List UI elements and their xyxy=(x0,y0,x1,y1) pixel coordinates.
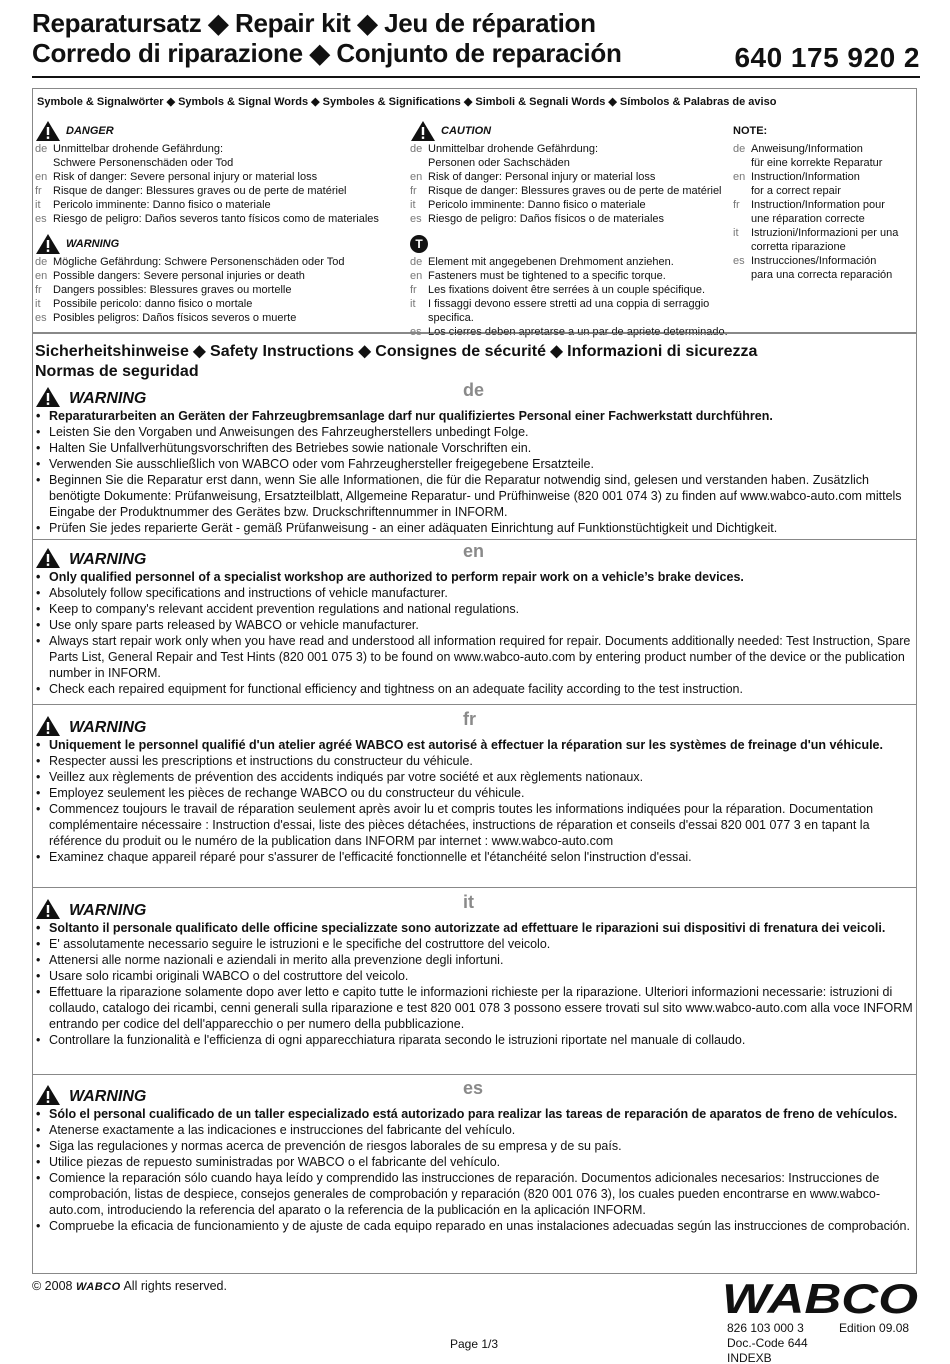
note-en-cont: for a correct repair xyxy=(751,185,841,197)
warning-label: WARNING xyxy=(69,1088,147,1105)
list-item: • Effettuare la riparazione solamente dopo aver letto e capito tutte le informazioni richieste per la riparazione. Ulteriori informazioni necessarie: istruzioni di collaudo, catalogo dei ricambi, cenni generali sulla riparazione e test 820 001 078 3 possono essere trovati sul sito www.wabco-auto.com alla voce INFORM entrando per codice del dell'apparecchio o per numero della pubblicazione. xyxy=(36,984,916,1032)
lang-code: fr xyxy=(410,185,417,197)
list-item: • Beginnen Sie die Reparatur erst dann, wenn Sie alle Informationen, die für die Reparatur notwendig sind, gelesen und verstanden haben. Zusätzlich benötigte Dokumente: Prüfanweisung, Ersatzteilblatt, Allgemeine Reparatur- und Prüfhinweise (820 001 074 3) zu finden auf www.wabco-auto.com mittels Eingabe der Produktnummer des Gerätes bzw. Druckschriftennummer in INFORM. xyxy=(36,472,916,520)
title-line-1: Reparatursatz ◆ Repair kit ◆ Jeu de réparation xyxy=(32,8,596,38)
list-item: • Keep to company's relevant accident prevention regulations and national regulations. xyxy=(36,601,916,617)
symbols-column-caution-torque xyxy=(410,121,728,339)
warning-label: WARNING xyxy=(66,238,120,250)
list-item: • Verwenden Sie ausschließlich von WABCO oder vom Fahrzeughersteller freigegebene Ersatzteile. xyxy=(36,456,916,472)
lang-code: en xyxy=(35,171,48,183)
lang-code: fr xyxy=(35,185,42,197)
copyright-prefix: © 2008 xyxy=(32,1279,73,1293)
lang-code: de xyxy=(733,143,746,155)
warning-label: WARNING xyxy=(69,902,147,919)
list-item: • Soltanto il personale qualificato delle officine specializzate sono autorizzate ad effettuare le riparazioni sui dispositivi di frenatura dei veicoli. xyxy=(36,920,916,936)
torque-de: Element mit angegebenen Drehmoment anziehen. xyxy=(428,256,674,268)
list-item: • Absolutely follow specifications and instructions of vehicle manufacturer. xyxy=(36,585,916,601)
list-item: • Controllare la funzionalità e l'efficienza di ogni apparecchiatura riparata secondo le istruzioni riportate nel manuale di collaudo. xyxy=(36,1032,916,1048)
wabco-logo xyxy=(720,1275,920,1319)
danger-de: Unmittelbar drohende Gefährdung: xyxy=(53,143,223,155)
list-item: • Prüfen Sie jedes reparierte Gerät - gemäß Prüfanweisung - an einer adäquaten Einrichtung auf Funktionstüchtigkeit und Dichtigkeit. xyxy=(36,520,916,536)
wabco-logo-text: WABCO xyxy=(722,1275,918,1319)
instruction-list xyxy=(33,1106,916,1234)
list-item: • Usare solo ricambi originali WABCO o del costruttore del veicolo. xyxy=(36,968,916,984)
language-code: es xyxy=(463,1078,484,1098)
safety-section-de xyxy=(33,380,916,536)
safety-title-line-1: Sicherheitshinweise ◆ Safety Instructions ◆ Consignes de sécurité ◆ Informazioni di sicurezza xyxy=(35,343,758,360)
warning-it: Possibile pericolo: danno fisico o mortale xyxy=(53,298,253,310)
lang-code: es xyxy=(35,213,47,225)
list-item: • Reparaturarbeiten an Geräten der Fahrzeugbremsanlage darf nur qualifiziertes Personal einer Fachwerkstatt durchführen. xyxy=(36,408,916,424)
warning-triangle-icon xyxy=(35,1084,61,1106)
document-meta xyxy=(727,1321,909,1364)
safety-title-line-2: Normas de seguridad xyxy=(35,363,199,380)
part-number: 640 175 920 2 xyxy=(734,42,920,73)
symbols-column-danger-warning xyxy=(35,121,379,325)
edition: Edition 09.08 xyxy=(839,1321,910,1335)
warning-label: WARNING xyxy=(69,719,147,736)
note-fr-cont: une réparation correcte xyxy=(751,213,865,225)
lang-code: fr xyxy=(35,284,42,296)
list-item: • Compruebe la eficacia de funcionamiento y de ajuste de cada equipo reparado en unas instalaciones adecuadas según las instrucciones de comprobación. xyxy=(36,1218,916,1234)
section-head xyxy=(33,541,916,569)
warning-triangle-icon xyxy=(35,898,61,920)
lang-code: en xyxy=(410,171,423,183)
safety-section-it xyxy=(33,887,916,1048)
safety-section-es xyxy=(33,1074,916,1234)
safety-instructions xyxy=(32,333,917,1274)
lang-code: fr xyxy=(733,199,740,211)
lang-code: en xyxy=(733,171,746,183)
doc-number: 826 103 000 3 xyxy=(727,1321,804,1335)
lang-code: en xyxy=(410,270,423,282)
note-de-cont: für eine korrekte Reparatur xyxy=(751,157,883,169)
doc-code: Doc.-Code 644 xyxy=(727,1336,808,1350)
list-item: • Commencez toujours le travail de réparation seulement après avoir lu et compris toutes les informations indiquées pour la réparation. Documentation complémentaire nécessaire : Instruction d'essai, liste des pièces détachées, instructions de réparation et conseils d'essai 820 001 077 3 en tapant la référence du produit ou le numéro de la publication dans INFORM par internet : www.wabco-auto.com xyxy=(36,801,916,849)
safety-title xyxy=(35,342,757,382)
list-item: • Leisten Sie den Vorgaben und Anweisungen des Fahrzeugherstellers unbedingt Folge. xyxy=(36,424,916,440)
copyright-brand: WABCO xyxy=(75,1281,121,1293)
instruction-list xyxy=(33,408,916,536)
language-code: de xyxy=(463,380,485,400)
list-item: • Only qualified personnel of a specialist workshop are authorized to perform repair work on a vehicle’s brake devices. xyxy=(36,569,916,585)
safety-section-en xyxy=(33,539,916,697)
section-head xyxy=(33,892,916,920)
danger-es: Riesgo de peligro: Daños severos tanto físicos como de materiales xyxy=(53,213,379,225)
caution-triangle-icon xyxy=(410,120,436,142)
note-de: Anweisung/Information xyxy=(751,143,863,155)
page-number: Page 1/3 xyxy=(450,1337,499,1351)
lang-code: de xyxy=(35,143,48,155)
list-item: • Atenerse exactamente a las indicaciones e instrucciones del fabricante del vehículo. xyxy=(36,1122,916,1138)
list-item: • Use only spare parts released by WABCO or vehicle manufacturer. xyxy=(36,617,916,633)
language-code: en xyxy=(463,541,485,561)
warning-es: Posibles peligros: Daños físicos severos o muerte xyxy=(53,312,297,324)
danger-fr: Risque de danger: Blessures graves ou de perte de matériel xyxy=(53,185,347,197)
lang-code: de xyxy=(410,143,423,155)
section-head xyxy=(33,709,916,737)
list-item: • Sólo el personal cualificado de un taller especializado está autorizado para realizar las tareas de reparación de aparatos de freno de vehículos. xyxy=(36,1106,916,1122)
note-es: Instrucciones/Información xyxy=(751,255,877,267)
note-fr: Instruction/Information pour xyxy=(751,199,885,211)
language-code: it xyxy=(463,892,474,912)
torque-it: I fissaggi devono essere stretti ad una coppia di serraggio xyxy=(428,298,710,310)
lang-code: es xyxy=(410,326,422,338)
torque-fr: Les fixations doivent être serrées à un couple spécifique. xyxy=(428,284,705,296)
list-item: • E' assolutamente necessario seguire le istruzioni e le specifiche del costruttore del veicolo. xyxy=(36,936,916,952)
symbols-column-note xyxy=(733,121,898,282)
warning-de: Mögliche Gefährdung: Schwere Personenschäden oder Tod xyxy=(53,256,345,268)
danger-it: Pericolo imminente: Danno fisico o materiale xyxy=(53,199,271,211)
note-es-cont: para una correcta reparación xyxy=(751,269,893,281)
lang-code: es xyxy=(410,213,422,225)
symbols-box xyxy=(32,88,917,338)
danger-de-cont: Schwere Personenschäden oder Tod xyxy=(53,157,234,169)
instruction-list xyxy=(33,569,916,697)
index: INDEXB xyxy=(727,1351,772,1364)
lang-code: it xyxy=(410,199,416,211)
danger-en: Risk of danger: Severe personal injury or material loss xyxy=(53,171,318,183)
list-item: • Uniquement le personnel qualifié d'un atelier agréé WABCO est autorisé à effectuer la réparation sur les systèmes de freinage d'un véhicule. xyxy=(36,737,916,753)
language-code: fr xyxy=(463,709,476,729)
lang-code: it xyxy=(733,227,739,239)
list-item: • Check each repaired equipment for functional efficiency and tightness on an adequate facility according to the test instruction. xyxy=(36,681,916,697)
lang-code: de xyxy=(35,256,48,268)
list-item: • Attenersi alle norme nazionali e aziendali in merito alla prevenzione degli infortuni. xyxy=(36,952,916,968)
copyright xyxy=(32,1279,227,1293)
list-item: • Employez seulement les pièces de rechange WABCO ou du constructeur du véhicule. xyxy=(36,785,916,801)
list-item: • Comience la reparación sólo cuando haya leído y comprendido las instrucciones de reparación. Documentos adicionales necesarios: Instrucciones de comprobación, listas de despiece, consejos generales de comprobación y reparación (820 001 076 3), los cuales pueden encontrarse en www.wabco-auto.com, introduciendo la referencia del aparato o la referencia de la publicación en la aplicación INFORM. xyxy=(36,1170,916,1218)
note-label: NOTE: xyxy=(733,125,768,137)
caution-es: Riesgo de peligro: Daños físicos o de materiales xyxy=(428,213,665,225)
list-item: • Examinez chaque appareil réparé pour s'assurer de l'efficacité fonctionnelle et l'étanchéité selon l'instruction d'essai. xyxy=(36,849,916,865)
torque-es: Los cierres deben apretarse a un par de apriete determinado. xyxy=(428,326,728,338)
caution-de-cont: Personen oder Sachschäden xyxy=(428,157,570,169)
section-head xyxy=(33,380,916,408)
instruction-list xyxy=(33,737,916,865)
caution-label: CAUTION xyxy=(441,125,492,137)
warning-label: WARNING xyxy=(69,390,147,407)
lang-code: it xyxy=(35,298,41,310)
warning-triangle-icon xyxy=(35,233,61,255)
document-header xyxy=(32,8,920,78)
list-item: • Veillez aux règlements de prévention des accidents indiqués par votre société et aux règlements nationaux. xyxy=(36,769,916,785)
torque-head xyxy=(410,234,728,254)
lang-code: it xyxy=(35,199,41,211)
danger-head xyxy=(35,121,379,141)
lang-code: de xyxy=(410,256,423,268)
note-en: Instruction/Information xyxy=(751,171,860,183)
lang-code: es xyxy=(35,312,47,324)
torque-it-cont: specifica. xyxy=(428,312,474,324)
list-item: • Siga las regulaciones y normas acerca de prevención de riesgos laborales de su empresa y de su país. xyxy=(36,1138,916,1154)
torque-icon: T xyxy=(410,235,428,253)
list-item: • Always start repair work only when you have read and understood all information required for repair. Documents additionally needed: Test Instruction, Spare Parts List, General Repair and Test Hints (820 001 075 3) to be found on www.wabco-auto.com by entering product number of the device or the publication number in INFORM. xyxy=(36,633,916,681)
instruction-list xyxy=(33,920,916,1048)
symbols-title: Symbole & Signalwörter ◆ Symbols & Signal Words ◆ Symboles & Significations ◆ Simboli & Segnali Words ◆ Símbolos & Palabras de aviso xyxy=(37,96,777,108)
note-it: Istruzioni/Informazioni per una xyxy=(751,227,899,239)
warning-triangle-icon xyxy=(35,715,61,737)
copyright-suffix: All rights reserved. xyxy=(123,1279,227,1293)
caution-it: Pericolo imminente: Danno fisico o materiale xyxy=(428,199,646,211)
caution-head xyxy=(410,121,728,141)
warning-label: WARNING xyxy=(69,551,147,568)
list-item: • Halten Sie Unfallverhütungsvorschriften des Betriebes sowie nationale Vorschriften ein. xyxy=(36,440,916,456)
list-item: • Utilice piezas de repuesto suministradas por WABCO o el fabricante del vehículo. xyxy=(36,1154,916,1170)
caution-de: Unmittelbar drohende Gefährdung: xyxy=(428,143,598,155)
section-head xyxy=(33,1078,916,1106)
lang-code: es xyxy=(733,255,745,267)
warning-triangle-icon xyxy=(35,547,61,569)
torque-en: Fasteners must be tightened to a specific torque. xyxy=(428,270,666,282)
warning-fr: Dangers possibles: Blessures graves ou mortelle xyxy=(53,284,292,296)
warning-en: Possible dangers: Severe personal injuries or death xyxy=(53,270,305,282)
lang-code: it xyxy=(410,298,416,310)
caution-fr: Risque de danger: Blessures graves ou de perte de matériel xyxy=(428,185,722,197)
caution-en: Risk of danger: Personal injury or material loss xyxy=(428,171,656,183)
warning-triangle-icon xyxy=(35,386,61,408)
warning-head xyxy=(35,234,379,254)
title-line-2: Corredo di riparazione ◆ Conjunto de reparación xyxy=(32,38,622,68)
danger-label: DANGER xyxy=(66,125,114,137)
safety-section-fr xyxy=(33,704,916,865)
danger-warning-triangle-icon xyxy=(35,120,61,142)
list-item: • Respecter aussi les prescriptions et instructions du constructeur du véhicule. xyxy=(36,753,916,769)
lang-code: fr xyxy=(410,284,417,296)
lang-code: en xyxy=(35,270,48,282)
note-it-cont: corretta riparazione xyxy=(751,241,846,253)
